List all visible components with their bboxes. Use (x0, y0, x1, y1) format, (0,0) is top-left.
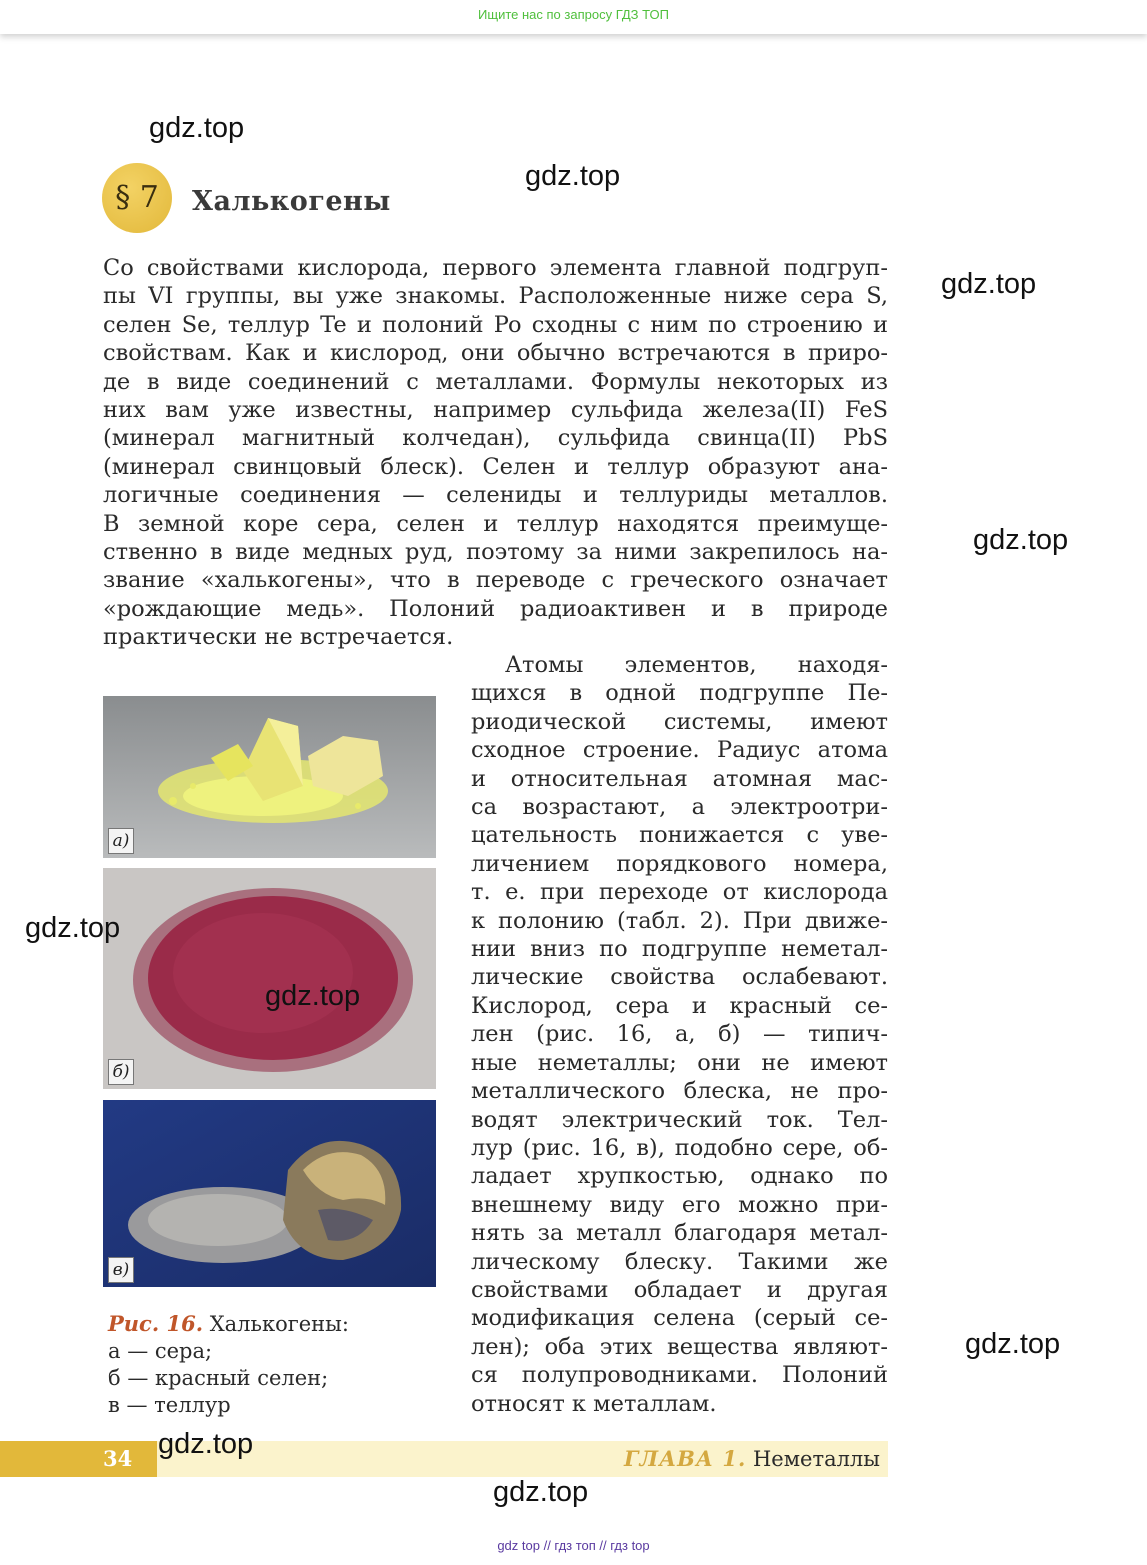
text-line: лур (рис. 16, в), подобно сере, об- (471, 1134, 888, 1161)
text-line: сходное строение. Радиус атома (471, 737, 888, 764)
caption-item: б — красный селен; (108, 1366, 329, 1390)
figure-number: Рис. 16. (108, 1311, 204, 1336)
text-line: относят к металлам. (471, 1390, 717, 1417)
watermark: gdz.top (493, 1476, 589, 1508)
text-line: пы VI группы, вы уже знакомы. Расположенные ниже сера S, (103, 283, 888, 310)
text-line: лен); оба этих вещества являют- (471, 1333, 888, 1360)
text-line: ладает хрупкостью, однако по (471, 1163, 888, 1190)
figure-title: Халькогены: (209, 1312, 349, 1336)
page-number: 34 (103, 1446, 133, 1471)
photo-label: в) (108, 1257, 134, 1283)
page-number-box (0, 1441, 157, 1477)
chapter-label (624, 1441, 880, 1477)
top-notice-bar (0, 0, 1147, 34)
photo-label: б) (108, 1059, 134, 1085)
red-selenium-image (103, 868, 436, 1089)
text-line: щихся в одной подгруппе Пе- (471, 680, 888, 707)
text-line: Со свойствами кислорода, первого элемента главной подгруп- (103, 255, 888, 281)
text-line: (минерал свинцовый блеск). Селен и теллур образуют ана- (103, 453, 888, 480)
section-badge: § 7 (102, 163, 172, 233)
top-notice[interactable]: Ищите нас по запросу ГДЗ ТОП (478, 7, 669, 22)
text-line: практически не встречается. (103, 624, 454, 651)
text-line: и относительная атомная мас- (471, 765, 888, 792)
text-line: са возрастают, а электроотри- (471, 794, 888, 821)
text-line: них вам уже известны, например сульфида железа(II) FeS (103, 397, 888, 424)
text-line: свойствам. Как и кислород, они обычно встречаются в приро- (103, 340, 888, 367)
text-line: звание «халькогены», что в переводе с греческого означает (103, 567, 888, 594)
watermark: gdz.top (25, 912, 121, 944)
text-line: риодической системы, имеют (471, 708, 888, 735)
bottom-links[interactable]: gdz top // гдз топ // гдз top (497, 1538, 650, 1553)
chapter-number: ГЛАВА 1. (624, 1446, 747, 1471)
watermark: gdz.top (158, 1428, 254, 1460)
sulfur-image (103, 696, 436, 858)
text-line: ственно в виде медных руд, поэтому за ними закрепилось на- (103, 539, 888, 566)
watermark: gdz.top (973, 524, 1069, 556)
photo-sulfur (103, 696, 436, 858)
caption-item: в — теллур (108, 1393, 231, 1417)
tellurium-image (103, 1100, 436, 1287)
text-line: модификация селена (серый се- (471, 1305, 888, 1332)
watermark: gdz.top (149, 112, 245, 144)
caption-item: а — сера; (108, 1339, 213, 1363)
text-line: свойствами обладает и другая (471, 1276, 888, 1303)
text-line: ные неметаллы; они не имеют (471, 1049, 888, 1076)
chapter-title: Неметаллы (752, 1447, 880, 1471)
text-line: лическому блеску. Такими же (471, 1248, 888, 1275)
text-line: лен (рис. 16, а, б) — типич- (471, 1021, 888, 1048)
text-line: Атомы элементов, находя- (505, 652, 888, 678)
right-column-paragraph (471, 651, 888, 1418)
text-line: внешнему виду его можно при- (471, 1191, 888, 1218)
watermark: gdz.top (965, 1328, 1061, 1360)
text-line: лические свойства ослабевают. (471, 964, 888, 991)
watermark: gdz.top (941, 268, 1037, 300)
photo-label: а) (108, 828, 134, 854)
figure-caption (108, 1310, 349, 1419)
text-line: металлического блеска, не про- (471, 1078, 888, 1105)
page-footer (0, 1441, 888, 1477)
text-line: нии вниз по подгруппе неметал- (471, 936, 888, 963)
section-title: Халькогены (192, 186, 391, 217)
text-line: логичные соединения — селениды и теллуриды металлов. (103, 482, 888, 509)
watermark: gdz.top (265, 980, 361, 1012)
text-line: Кислород, сера и красный се- (471, 992, 888, 1019)
photo-red-selenium (103, 868, 436, 1089)
text-line: личением порядкового номера, (471, 850, 888, 877)
text-line: селен Se, теллур Te и полоний Po сходны с ним по строению и (103, 311, 888, 338)
text-line: (минерал магнитный колчедан), сульфида свинца(II) PbS (103, 425, 888, 452)
text-line: водят электрический ток. Тел- (471, 1106, 888, 1133)
text-line: ся полупроводниками. Полоний (471, 1362, 888, 1389)
photo-tellurium (103, 1100, 436, 1287)
watermark: gdz.top (525, 160, 621, 192)
text-line: В земной коре сера, селен и теллур находятся преимуще- (103, 510, 888, 537)
intro-paragraph (103, 254, 888, 652)
text-line: «рождающие медь». Полоний радиоактивен и в природе (103, 595, 888, 622)
text-line: нять за металл благодаря метал- (471, 1220, 888, 1247)
text-line: т. е. при переходе от кислорода (471, 879, 888, 906)
text-line: цательность понижается с уве- (471, 822, 888, 849)
text-line: де в виде соединений с металлами. Формулы некоторых из (103, 368, 888, 395)
text-line: к полонию (табл. 2). При движе- (471, 907, 888, 934)
